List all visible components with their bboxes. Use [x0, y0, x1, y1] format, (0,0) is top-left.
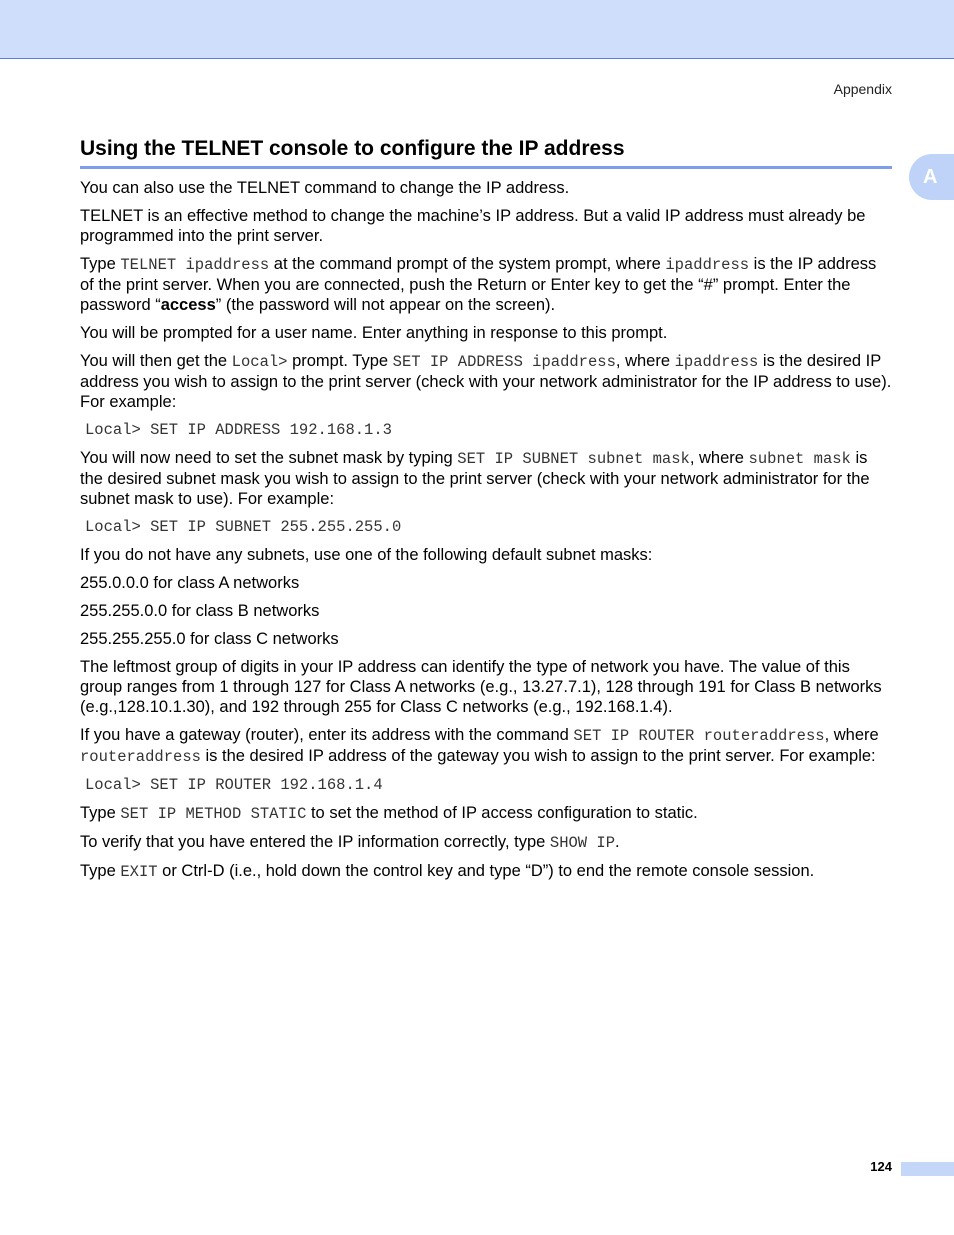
- variable-text: routeraddress: [80, 748, 201, 766]
- code-example-subnet: Local> SET IP SUBNET 255.255.255.0: [85, 518, 402, 536]
- text: .: [615, 833, 620, 851]
- running-header: Appendix: [833, 81, 892, 97]
- command-text: SET IP ROUTER routeraddress: [573, 727, 825, 745]
- text: Type: [80, 255, 121, 273]
- paragraph-user-name: You will be prompted for a user name. Enter anything in response to this prompt.: [80, 324, 668, 342]
- text: , where: [615, 352, 675, 370]
- paragraph-intro: You can also use the TELNET command to change the IP address.: [80, 179, 570, 197]
- text: prompt. Type: [287, 352, 393, 370]
- code-example-address: Local> SET IP ADDRESS 192.168.1.3: [85, 421, 392, 439]
- text: is the desired IP address you wish to assign to the print server (check with your network administrator for the IP address to use). For example:: [80, 352, 892, 411]
- text: You will now need to set the subnet mask by typing: [80, 449, 458, 467]
- prompt-text: Local>: [231, 353, 288, 371]
- command-text: SET IP ADDRESS ipaddress: [392, 353, 616, 371]
- text: is the IP address of the print server. When you are connected, push the Return or Enter key to get the “#” prompt. Enter the password “: [80, 255, 877, 314]
- command-text: TELNET ipaddress: [120, 256, 270, 274]
- text: is the desired IP address of the gateway you wish to assign to the print server. For example:: [200, 747, 876, 765]
- footer-bar: [901, 1162, 954, 1176]
- password-text: access: [160, 296, 216, 314]
- chapter-tab: [909, 154, 954, 200]
- paragraph-exit: [80, 861, 892, 882]
- mask-class-b: 255.255.0.0 for class B networks: [80, 602, 320, 620]
- command-text: SET IP METHOD STATIC: [120, 805, 307, 823]
- text: Type: [80, 804, 121, 822]
- header-band: [0, 0, 954, 59]
- text: , where: [824, 726, 879, 744]
- paragraph-network-classes: The leftmost group of digits in your IP address can identify the type of network you have. The value of this group ranges from 1 through 127 for Class A networks (e.g., 13.27.7.1), 128 through 191 for Class B networks (e.g.,128.10.1.30), and 192 through 255 for Class C networks (e.g., 192.168.1.4).: [80, 658, 882, 716]
- section-title: Using the TELNET console to configure the IP address: [80, 135, 892, 169]
- paragraph-set-address: [80, 351, 892, 412]
- content: [80, 178, 892, 890]
- variable-text: subnet mask: [748, 450, 851, 468]
- text: to set the method of IP access configuration to static.: [306, 804, 698, 822]
- paragraph-telnet-login: [80, 254, 892, 315]
- text: , where: [689, 449, 749, 467]
- text: ” (the password will not appear on the screen).: [215, 296, 556, 314]
- command-text: SET IP SUBNET subnet mask: [457, 450, 690, 468]
- command-text: EXIT: [120, 863, 158, 881]
- paragraph-set-router: [80, 725, 892, 767]
- paragraph-telnet-method: TELNET is an effective method to change the machine’s IP address. But a valid IP address must already be programmed into the print server.: [80, 207, 866, 245]
- text: or Ctrl-D (i.e., hold down the control key and type “D”) to end the remote console session.: [157, 862, 815, 880]
- text: Type: [80, 862, 121, 880]
- text: You will then get the: [80, 352, 232, 370]
- text: If you have a gateway (router), enter its address with the command: [80, 726, 574, 744]
- command-text: SHOW IP: [549, 834, 616, 852]
- mask-class-a: 255.0.0.0 for class A networks: [80, 574, 300, 592]
- text: is the desired subnet mask you wish to assign to the print server (check with your network administrator for the subnet mask to use). For example:: [80, 449, 870, 508]
- mask-class-c: 255.255.255.0 for class C networks: [80, 630, 339, 648]
- paragraph-show-ip: [80, 832, 892, 853]
- text: at the command prompt of the system prompt, where: [269, 255, 666, 273]
- paragraph-method-static: [80, 803, 892, 824]
- text: To verify that you have entered the IP information correctly, type: [80, 833, 550, 851]
- paragraph-default-masks: If you do not have any subnets, use one of the following default subnet masks:: [80, 546, 653, 564]
- paragraph-set-subnet: [80, 448, 892, 509]
- variable-text: ipaddress: [665, 256, 750, 274]
- page-number: 124: [870, 1159, 892, 1174]
- variable-text: ipaddress: [674, 353, 759, 371]
- code-example-router: Local> SET IP ROUTER 192.168.1.4: [85, 776, 383, 794]
- chapter-tab-letter: A: [923, 165, 938, 188]
